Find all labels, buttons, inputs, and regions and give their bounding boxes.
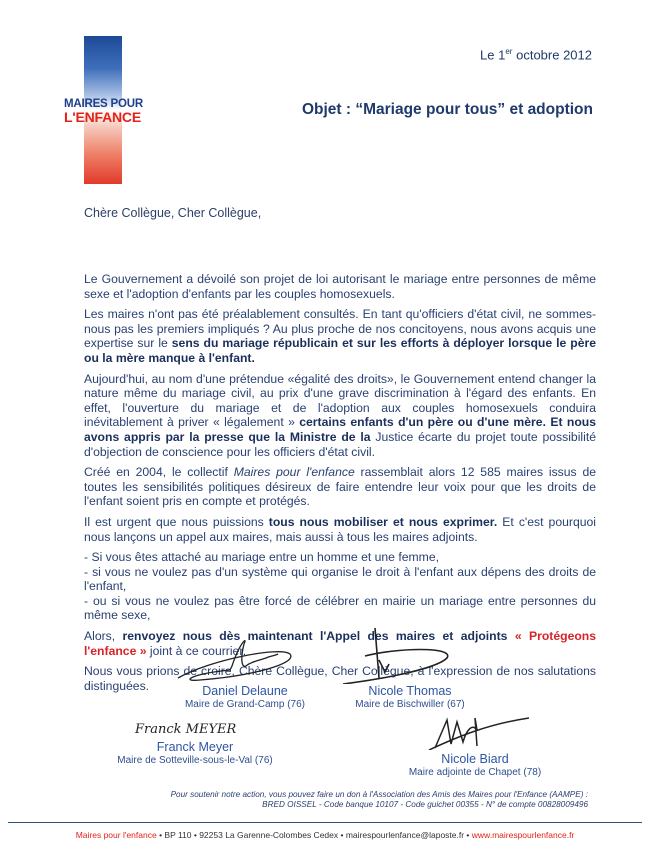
conditions-list <box>84 550 596 623</box>
footer-address: • BP 110 • 92253 La Garenne-Colombes Cedex • mairespourlenfance@laposte.fr • <box>156 830 472 840</box>
logo-line-1: MAIRES POUR <box>64 98 143 110</box>
closing: Nous vous prions de croire, Chère Collègue, Cher Collègue, à l'expression de nos salutations distinguées. <box>84 664 596 693</box>
paragraph-2-text: Les maires n'ont pas été préalablement consultés. En tant qu'officiers d'état civil, ne sommes-nous pas les premiers impliqués ? Au plus proche de nos concitoyens, nous avons acquis une expertise sur le <box>84 307 596 351</box>
letter-subject: Objet : “Mariage pour tous” et adoption <box>301 101 593 118</box>
signatory-name: Daniel Delaune <box>202 684 288 698</box>
signatory-name: Nicole Biard <box>441 752 509 766</box>
bank-details: BRED OISSEL - Code banque 10107 - Code guichet 00355 - N° de compte 00828009496 <box>262 800 588 809</box>
paragraph-4-end: rassemblait alors 12 585 maires issus de toutes les sensibilités politiques désireux de faire entendre leur voix pour que les droits de l'enfant soient pris en compte et protégés. <box>84 465 597 509</box>
paragraph-3-text: Aujourd'hui, au nom d'une prétendue «égalité des droits», le Gouvernement entend changer la nature même du mariage civil, au prix d'une grave discrimination à l'égard des enfants. En effet, l'ouverture du mariage et de l'adoption aux couples homosexuels conduira inévitablement à priver « légalement » <box>84 371 596 430</box>
letter-date <box>480 47 592 62</box>
date-prefix: Le 1 <box>480 47 506 63</box>
signature-thomas-image <box>335 628 485 684</box>
footer-website-link[interactable]: www.mairespourlenfance.fr <box>471 830 575 840</box>
date-suffix: octobre 2012 <box>512 47 592 63</box>
appeal-title: « Protégeons l'enfance » <box>84 629 597 658</box>
paragraph-4-text: Créé en 2004, le collectif <box>84 465 234 480</box>
signature-block-meyer <box>95 722 295 786</box>
paragraph-5 <box>84 515 596 544</box>
paragraph-3-end: Justice écarte du projet toute possibilité d'objection de conscience pour les officiers d'état civil. <box>84 429 596 459</box>
signature-block-thomas <box>335 628 485 710</box>
signatory-role: Maire adjointe de Chapet (78) <box>408 767 542 778</box>
footer-org-name: Maires pour l'enfance <box>75 830 157 840</box>
footer <box>0 830 650 840</box>
paragraph-5-end: Et c'est pourquoi nous lançons un appel aux maires, mais aussi à tous les maires adjoints. <box>84 514 596 544</box>
signature-block-biard <box>395 716 555 786</box>
paragraph-1: Le Gouvernement a dévoilé son projet de loi autorisant le mariage entre personnes de même sexe et l'adoption d'enfants par les couples homosexuels. <box>84 272 596 301</box>
signatory-name: Franck Meyer <box>156 740 234 754</box>
footer-divider <box>8 822 642 823</box>
paragraph-2-emphasis: sens du mariage républicain et sur les efforts à déployer lorsque le père ou la mère manque à l'enfant. <box>84 336 596 365</box>
signatory-name: Nicole Thomas <box>368 684 452 698</box>
paragraph-3 <box>84 372 596 460</box>
paragraph-2 <box>84 307 596 365</box>
signatory-role: Maire de Sotteville-sous-le-Val (76) <box>117 755 273 766</box>
list-item: - si vous ne voulez pas d'un système qui organise le droit à l'enfant aux dépens des droits de l'enfant, <box>84 564 596 594</box>
signature-biard-image <box>395 716 555 750</box>
donation-notice <box>171 790 588 810</box>
paragraph-5-emphasis: tous nous mobiliser et nous exprimer. <box>268 514 498 529</box>
paragraph-3-emphasis: certains enfants d'un père ou d'une mère. Et nous avons appris par la presse que la Ministre de la <box>84 415 596 444</box>
paragraph-6-emphasis: renvoyez nous dès maintenant l'Appel des maires et adjoints <box>122 629 508 644</box>
list-item: - Si vous êtes attaché au mariage entre un homme et une femme, <box>84 550 439 565</box>
collective-name: Maires pour l'enfance <box>233 465 355 480</box>
paragraph-6-end: joint à ce courrier. <box>146 643 247 658</box>
signature-block-delaune <box>170 634 320 710</box>
paragraph-5-text: Il est urgent que nous puissions <box>84 514 269 529</box>
paragraph-4 <box>84 465 596 509</box>
list-item: - ou si vous ne voulez pas être forcé de célébrer en mairie un mariage entre personnes du même sexe, <box>84 593 596 623</box>
logo-line-2: L'ENFANCE <box>64 109 141 125</box>
signatory-role: Maire de Bischwiller (67) <box>355 699 465 710</box>
signatory-role: Maire de Grand-Camp (76) <box>184 699 306 710</box>
signature-meyer-handwritten: Franck MEYER <box>135 722 237 737</box>
date-superscript: er <box>505 47 513 56</box>
salutation: Chère Collègue, Cher Collègue, <box>84 206 262 220</box>
paragraph-6-text: Alors, <box>84 629 123 644</box>
donation-line-1: Pour soutenir notre action, vous pouvez faire un don à l'Association des Amis des Maires pour l'Enfance (AAMPE) : <box>170 790 588 799</box>
signature-delaune-image <box>170 634 320 682</box>
logo <box>64 98 143 124</box>
